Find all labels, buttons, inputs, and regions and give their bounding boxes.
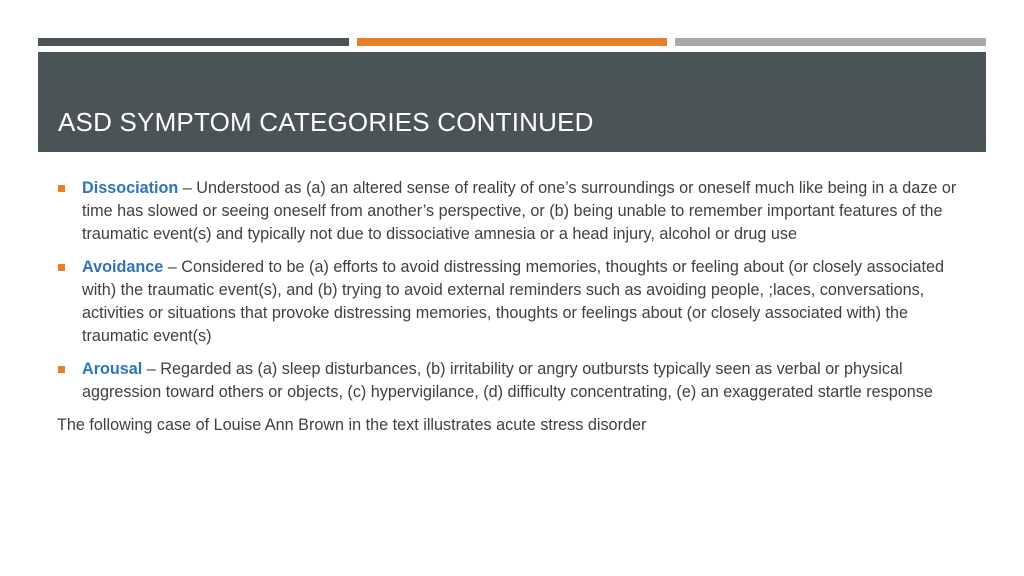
top-accent-bar-gray [675,38,986,46]
closing-text: The following case of Louise Ann Brown in the text illustrates acute stress disorder [57,416,647,434]
square-bullet-icon [58,366,65,373]
bullet-arousal [57,358,972,404]
term-arousal: Arousal [82,360,143,378]
bullet-avoidance [57,256,972,348]
bullet-text: – Considered to be (a) efforts to avoid distressing memories, thoughts or feeling about (or closely associated with) the traumatic event(s), and (b) trying to avoid external reminders such as avoiding people, ;laces, conversations, activities or situations that provoke distressing memories, thoughts or feelings about (or closely associated with) the traumatic event(s) [82,258,944,345]
bullet-dissociation [57,177,972,246]
bullet-list [57,177,972,404]
bullet-text: – Understood as (a) an altered sense of reality of one’s surroundings or oneself much like being in a daze or time has slowed or seeing oneself from another’s perspective, or (b) being unable to remember important features of the traumatic event(s) and typically not due to dissociative amnesia or a head injury, alcohol or drug use [82,179,957,243]
title-band [38,52,986,152]
term-avoidance: Avoidance [82,258,164,276]
bullet-text: – Regarded as (a) sleep disturbances, (b) irritability or angry outbursts typically seen as verbal or physical aggression toward others or objects, (c) hypervigilance, (d) difficulty concentrating, (e) an exaggerated startle response [82,360,933,401]
slide-title: ASD SYMPTOM CATEGORIES CONTINUED [58,107,594,137]
top-accent-bar-orange [357,38,667,46]
top-accent-bar-dark [38,38,349,46]
square-bullet-icon [58,185,65,192]
square-bullet-icon [58,264,65,271]
term-dissociation: Dissociation [82,179,179,197]
slide-content [57,177,972,437]
